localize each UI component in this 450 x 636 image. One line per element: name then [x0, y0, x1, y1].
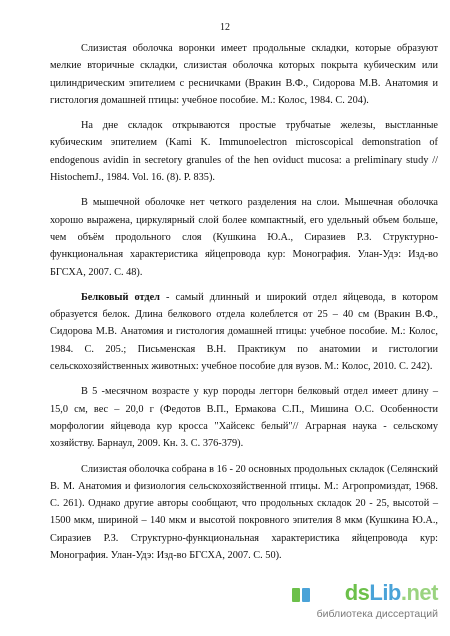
paragraph-6: Слизистая оболочка собрана в 16 - 20 основных продольных складок (Селянский В. М. Анатомия и физиология сельскохозяйственной птицы. М.: Агропромиздат, 1968. С. 261). Однако другие авторы сообщают, что продольных складок 20 - 25, высотой – 1500 мкм, шириной – 140 мкм и высотой покровного эпителия 8 мкм (Кушкина Ю.А., Сиразиев Р.З. Структурно-функциональная характеристика яйцепровода кур: Монография. Улан-Удэ: Изд-во БГСХА, 2007. С. 50). [50, 463, 438, 562]
page-number: 12 [220, 22, 230, 33]
term-bold: Белковый отдел [81, 291, 160, 303]
watermark-brand: dsLib.net [344, 580, 438, 605]
paragraph-3: В мышечной оболочке нет четкого разделения на слои. Мышечная оболочка хорошо выражена, циркулярный слой более компактный, его удельный объем больше, чем объём продольного слоя (Кушкина Ю.А., Сиразиев Р.З. Структурно-функциональная характеристика яйцепровода кур: Монография. Улан-Удэ: Изд-во БГСХА, 2007. С. 48). [50, 197, 438, 278]
paragraph-5: В 5 -месячном возрасте у кур породы леггорн белковый отдел имеет длину – 15,0 см, вес – 20,0 г (Федотов В.П., Ермакова С.П., Мишина О.С. Особенности морфологии яйцевода кур кросса "Хайсекс белый"// Аграрная наука - сельскому хозяйству. Барнаул, 2009. Кн. 3. С. 376-379). [50, 386, 438, 450]
watermark-tagline: библиотека диссертаций [316, 608, 438, 620]
paragraph-4 [50, 289, 438, 375]
book-icon [290, 584, 312, 606]
paragraph-4-text: - самый длинный и широкий отдел яйцевода, в котором образуется белок. Длина белкового отдела колеблется от 25 – 40 см (Вракин В.Ф., Сидорова М.В. Анатомия и гистология домашней птицы: учебное пособие. М.: Колос, 1984. С. 205.; Письменская В.Н. Практикум по анатомии и гистологии сельскохозяйственных животных: учебное пособие для вузов. М.: Колос, 2010. С. 242). [50, 291, 439, 373]
document-body [50, 40, 438, 572]
watermark-logo [288, 580, 438, 626]
paragraph-2: На дне складок открываются простые трубчатые железы, выстланные кубическим эпителием (Kami K. Immunoelectron microscopical demonstration of endogenous avidin in secretory granules of the hen oviduct mucosa: a preliminary study // HistochemJ., 1984. Vol. 16. (8). P. 835). [50, 120, 438, 184]
paragraph-1: Слизистая оболочка воронки имеет продольные складки, которые образуют мелкие вторичные складки, слизистая оболочка которых покрыта кубическим или цилиндрическим эпителием с ресничками (Вракин В.Ф., Сидорова М.В. Анатомия и гистология домашней птицы: учебное пособие. М.: Колос, 1984. С. 204). [50, 43, 438, 106]
